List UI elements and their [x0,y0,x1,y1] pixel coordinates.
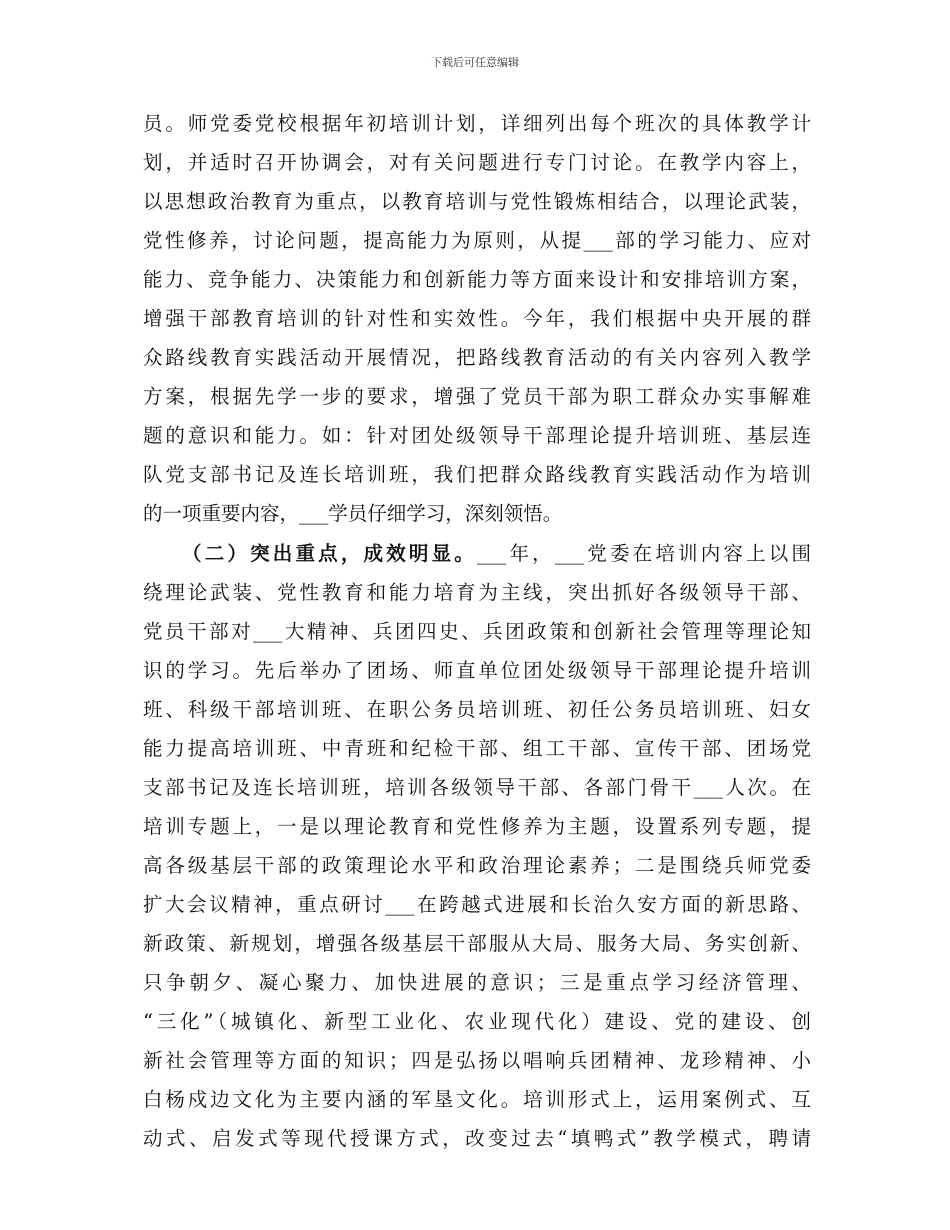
text-line: 方案，根据先学一步的要求，增强了党员干部为职工群众办实事解难 [143,385,811,409]
text-line: 班、科级干部培训班、在职公务员培训班、初任公务员培训班、妇女 [143,697,811,721]
text-line: 扩大会议精神，重点研讨___在跨越式进展和长治久安方面的新思路、 [143,892,811,916]
text-line: 能力提高培训班、中青班和纪检干部、组工干部、宣传干部、团场党 [143,736,811,760]
text-line: 动式、启发式等现代授课方式，改变过去“填鸭式”教学模式，聘请 [143,1127,811,1151]
text-line: 增强干部教育培训的针对性和实效性。今年，我们根据中央开展的群 [143,307,811,331]
text-line: 新社会管理等方面的知识；四是弘扬以唱响兵团精神、龙珍精神、小 [143,1049,811,1073]
text-line: 党员干部对___大精神、兵团四史、兵团政策和创新社会管理等理论知 [143,619,811,643]
text-line: 能力、竞争能力、决策能力和创新能力等方面来设计和安排培训方案， [143,268,811,292]
text-line: 党性修养，讨论问题，提高能力为原则，从提___部的学习能力、应对 [143,229,811,253]
text-line: 新政策、新规划，增强各级基层干部服从大局、服务大局、务实创新、 [143,931,811,955]
text-line: 识的学习。先后举办了团场、师直单位团处级领导干部理论提升培训 [143,658,811,682]
text-line: 队党支部书记及连长培训班，我们把群众路线教育实践活动作为培训 [143,463,811,487]
paragraph-1 [143,104,811,534]
text-line: 员。师党委党校根据年初培训计划，详细列出每个班次的具体教学计 [143,112,811,135]
text-line: 众路线教育实践活动开展情况，把路线教育活动的有关内容列入教学 [143,346,811,370]
text-line: 划，并适时召开协调会，对有关问题进行专门讨论。在教学内容上， [143,151,811,175]
paragraph-2 [143,534,811,1159]
document-body [143,104,811,1158]
text-line: 的一项重要内容，___学员仔细学习，深刻领悟。 [143,502,563,526]
section-heading: （二）突出重点，成效明显。 [182,541,477,565]
text-line: 绕理论武装、党性教育和能力培育为主线，突出抓好各级领导干部、 [143,580,811,604]
text-line-first [143,534,811,573]
text-line: 高各级基层干部的政策理论水平和政治理论素养；二是围绕兵师党委 [143,853,811,877]
text-line: 题的意识和能力。如：针对团处级领导干部理论提升培训班、基层连 [143,424,811,448]
text-line: 只争朝夕、凝心聚力、加快进展的意识；三是重点学习经济管理、 [143,971,811,995]
text-line: 支部书记及连长培训班，培训各级领导干部、各部门骨干___人次。在 [143,775,811,799]
page-header: 下载后可任意编辑 [431,56,519,69]
text-line: 白杨戍边文化为主要内涵的军垦文化。培训形式上，运用案例式、互 [143,1088,811,1112]
text-line: “三化”（城镇化、新型工业化、农业现代化）建设、党的建设、创 [143,1010,811,1034]
text-run: ___年，___党委在培训内容上以围 [477,541,811,565]
text-line: 培训专题上，一是以理论教育和党性修养为主题，设置系列专题，提 [143,814,811,838]
text-line: 以思想政治教育为重点，以教育培训与党性锻炼相结合，以理论武装， [143,190,811,214]
